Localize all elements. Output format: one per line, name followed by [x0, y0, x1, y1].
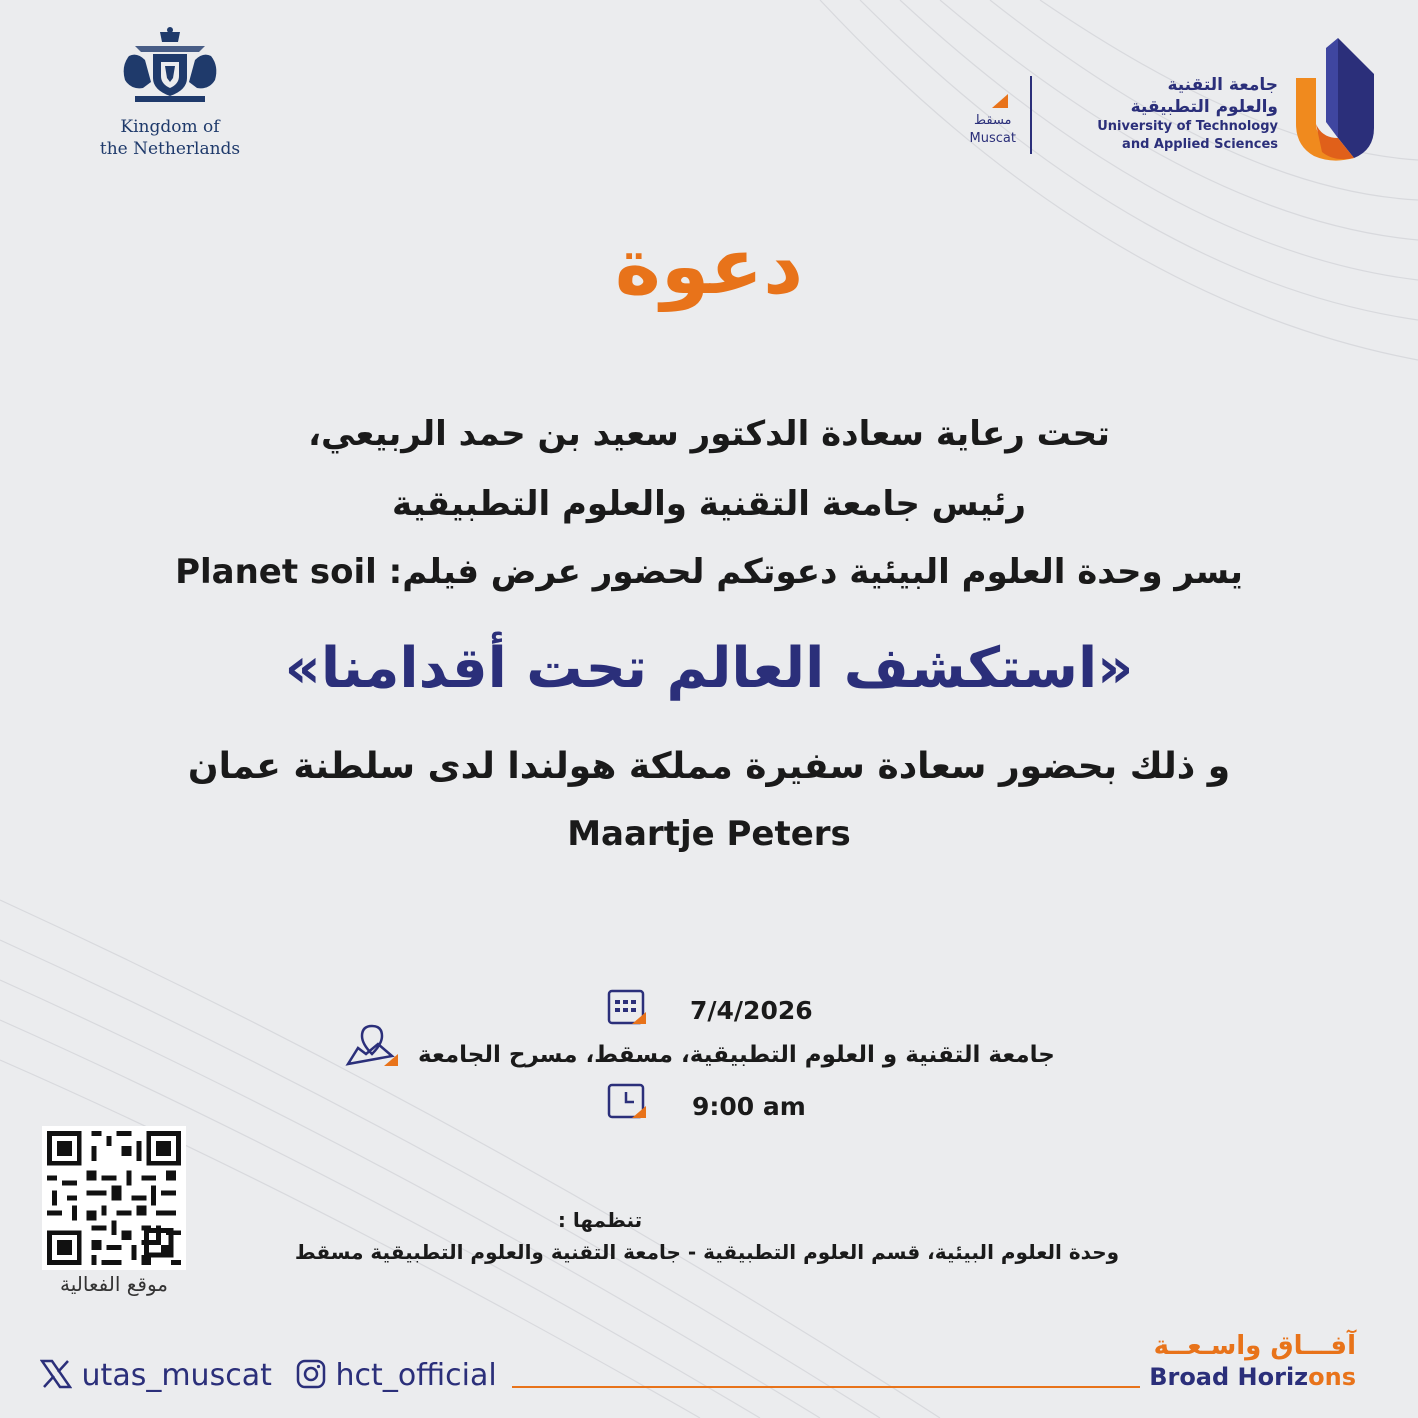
- ambassador-name: Maartje Peters: [567, 814, 851, 854]
- event-qr-code[interactable]: [42, 1126, 186, 1270]
- slogan-en-main: Broad Horiz: [1149, 1363, 1309, 1391]
- broad-horizons-slogan: [1149, 1330, 1356, 1392]
- royal-coat-of-arms-icon: [115, 26, 225, 110]
- utas-campus: [970, 94, 1016, 148]
- utas-logo: [958, 38, 1378, 168]
- calendar-icon: [606, 988, 648, 1028]
- invite-line: يسر وحدة العلوم البيئية دعوتكم لحضور عرض فيلم: Planet soil: [175, 552, 1243, 592]
- utas-separator: [1030, 76, 1032, 154]
- patronage-line: تحت رعاية سعادة الدكتور سعيد بن حمد الربيعي،: [308, 414, 1110, 454]
- slogan-en: [1149, 1362, 1356, 1392]
- slogan-ar: آفـــاق واسـعــة: [1153, 1331, 1356, 1361]
- event-venue: جامعة التقنية و العلوم التطبيقية، مسقط، مسرح الجامعة: [418, 1042, 1055, 1068]
- x-logo-icon: [40, 1359, 72, 1389]
- organizer-text: وحدة العلوم البيئية، قسم العلوم التطبيقية - جامعة التقنية والعلوم التطبيقية مسقط: [294, 1240, 1120, 1264]
- qr-label: موقع الفعالية: [60, 1272, 168, 1296]
- utas-name-en-1: University of Technology: [1097, 119, 1278, 134]
- instagram-handle: hct_official: [335, 1358, 497, 1393]
- presence-line: و ذلك بحضور سعادة سفيرة مملكة هولندا لدى سلطنة عمان: [187, 746, 1231, 787]
- utas-mark-icon: [1292, 38, 1378, 162]
- netherlands-line2: the Netherlands: [99, 139, 241, 159]
- netherlands-line1: Kingdom of: [120, 117, 220, 137]
- campus-triangle-icon: [992, 94, 1008, 108]
- event-date: 7/4/2026: [690, 996, 813, 1025]
- utas-name-ar-1: جامعة التقنية: [1167, 75, 1278, 95]
- footer-divider: [512, 1386, 1140, 1388]
- x-social-link[interactable]: [40, 1358, 272, 1393]
- location-pin-icon: [344, 1022, 400, 1070]
- position-line: رئيس جامعة التقنية والعلوم التطبيقية: [392, 484, 1026, 524]
- slogan-en-tail: ons: [1308, 1363, 1356, 1391]
- clock-icon: [606, 1082, 648, 1122]
- utas-name-en-2: and Applied Sciences: [1122, 137, 1278, 152]
- instagram-social-link[interactable]: [296, 1358, 497, 1393]
- event-time: 9:00 am: [692, 1092, 806, 1121]
- utas-name-ar-2: والعلوم التطبيقية: [1130, 97, 1278, 117]
- organizer-label: تنظمها :: [557, 1208, 643, 1232]
- netherlands-logo: [90, 26, 250, 160]
- campus-ar: مسقط: [974, 113, 1012, 128]
- instagram-icon: [296, 1359, 326, 1389]
- campus-en: Muscat: [969, 131, 1016, 146]
- x-handle: utas_muscat: [81, 1358, 272, 1393]
- film-title: «استكشف العالم تحت أقدامنا»: [284, 636, 1134, 701]
- invitation-title: دعوة: [614, 222, 804, 312]
